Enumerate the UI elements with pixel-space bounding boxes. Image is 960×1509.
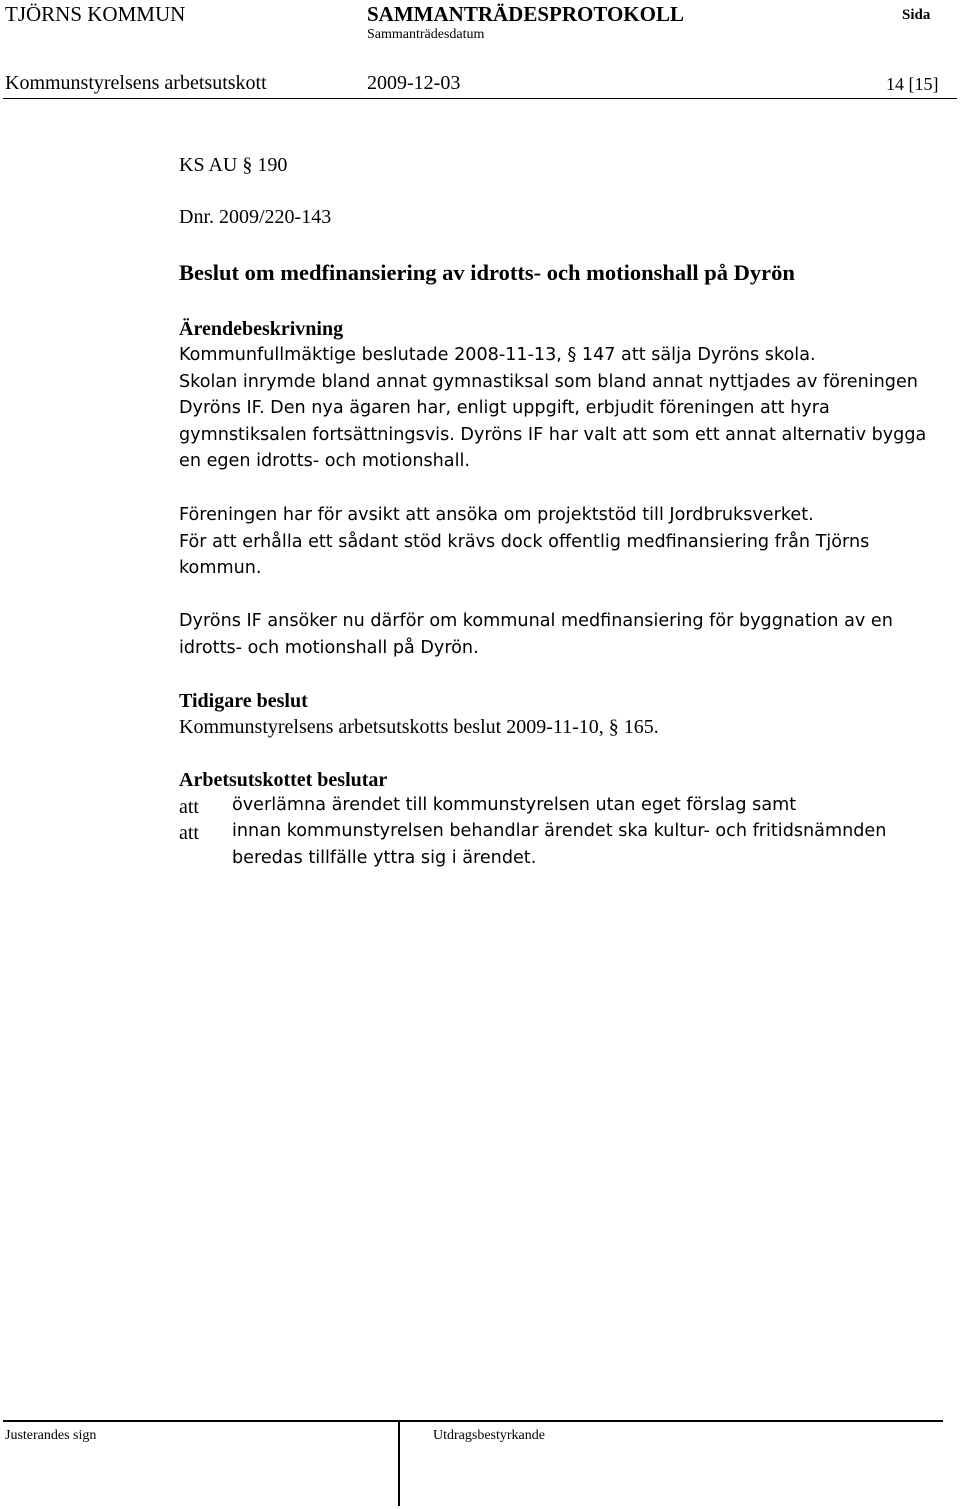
decision-prefix: att — [179, 822, 199, 844]
page-number: 14 [15] — [886, 74, 939, 94]
text-line: kommun. — [179, 558, 262, 578]
decision-text — [232, 792, 796, 819]
description-paragraph-2 — [179, 502, 869, 582]
header-divider — [3, 98, 957, 99]
previous-decision-heading: Tidigare beslut — [179, 690, 308, 712]
footer-divider — [3, 1420, 943, 1422]
item-title: Beslut om medfinansiering av idrotts- och motionshall på Dyrön — [179, 260, 795, 285]
paragraph-reference: KS AU § 190 — [179, 154, 288, 176]
diary-number: Dnr. 2009/220-143 — [179, 206, 332, 228]
text-line: gymnstiksalen fortsättningsvis. Dyröns IF har valt att som ett annat alternativ bygga — [179, 424, 927, 445]
document-type: SAMMANTRÄDESPROTOKOLL — [367, 2, 684, 26]
text-line: beredas tillfälle yttra sig i ärendet. — [232, 847, 537, 868]
text-line: idrotts- och motionshall på Dyrön. — [179, 637, 479, 658]
extract-certifier-label: Utdragsbestyrkande — [433, 1428, 545, 1443]
decision-text — [232, 818, 886, 871]
text-line: Föreningen har för avsikt att ansöka om projektstöd till Jordbruksverket. — [179, 505, 814, 525]
description-heading: Ärendebeskrivning — [179, 318, 344, 340]
description-paragraph-1 — [179, 342, 926, 475]
footer-column-divider — [398, 1420, 400, 1506]
municipality-name: TJÖRNS KOMMUN — [5, 2, 186, 26]
adjuster-sign-label: Justerandes sign — [5, 1428, 97, 1443]
text-line: Dyröns IF. Den nya ägaren har, enligt uppgift, erbjudit föreningen att hyra — [179, 398, 830, 418]
text-line: en egen idrotts- och motionshall. — [179, 451, 470, 471]
text-line: överlämna ärendet till kommunstyrelsen utan eget förslag samt — [232, 795, 797, 815]
description-paragraph-3 — [179, 608, 893, 661]
text-line: Skolan inrymde bland annat gymnastiksal som bland annat nyttjades av föreningen — [179, 371, 918, 392]
decision-heading: Arbetsutskottet beslutar — [179, 769, 388, 791]
decision-prefix: att — [179, 796, 199, 818]
page-label: Sida — [902, 7, 931, 23]
meeting-date: 2009-12-03 — [367, 72, 461, 94]
text-line: För att erhålla ett sådant stöd krävs dock offentlig medfinansiering från Tjörns — [179, 531, 870, 552]
previous-decision-text: Kommunstyrelsens arbetsutskotts beslut 2009-11-10, § 165. — [179, 716, 659, 738]
committee-name: Kommunstyrelsens arbetsutskott — [5, 72, 267, 94]
text-line: innan kommunstyrelsen behandlar ärendet ska kultur- och fritidsnämnden — [232, 821, 887, 841]
text-line: Kommunfullmäktige beslutade 2008-11-13, § 147 att sälja Dyröns skola. — [179, 345, 816, 365]
text-line: Dyröns IF ansöker nu därför om kommunal medfinansiering för byggnation av en — [179, 611, 893, 631]
meeting-date-label: Sammanträdesdatum — [367, 27, 485, 42]
